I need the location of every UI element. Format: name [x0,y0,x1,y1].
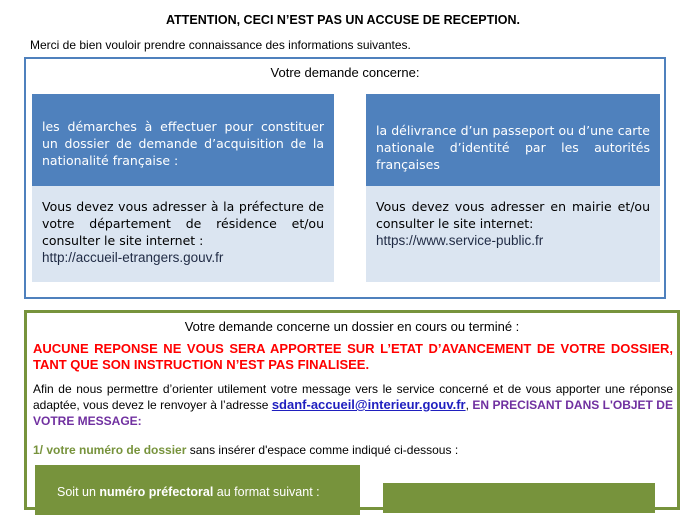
nationality-card-body-text: Vous devez vous adresser à la préfecture de votre département de résidence et/ou consulter le site internet : [42,199,324,248]
nationality-card-header [32,94,334,186]
nationality-card [32,94,334,282]
passport-card-body [366,186,660,282]
passport-card [366,94,660,282]
prefectoral-bold: numéro préfectoral [99,485,214,499]
contact-instructions-text: Afin de nous permettre d’orienter utilement votre message vers le service concerné et de vous apporter une réponse adaptée, vous devez le renvoyer à l’adresse [33,382,673,412]
no-status-warning: AUCUNE REPONSE NE VOUS SERA APPORTEE SUR L’ETAT D’AVANCEMENT DE VOTRE DOSSIER, TANT QUE SON INSTRUCTION N’EST PAS FINALISEE. [33,341,673,372]
request-type-heading: Votre demande concerne: [270,65,420,80]
contact-comma: , [465,398,469,412]
ongoing-request-box [24,310,680,510]
prefectoral-post: au format suivant : [213,485,320,499]
page-title: ATTENTION, CECI N’EST PAS UN ACCUSE DE RECEPTION. [166,13,520,27]
contact-instructions [33,381,673,429]
intro-text: Merci de bien vouloir prendre connaissance des informations suivantes. [30,38,411,52]
prefectoral-number-card [35,465,360,515]
step-1-label: 1/ votre numéro de dossier [33,443,187,457]
accueil-etrangers-link[interactable]: http://accueil-etrangers.gouv.fr [42,250,224,265]
ongoing-request-heading: Votre demande concerne un dossier en cours ou terminé : [184,319,520,334]
service-public-link[interactable]: https://www.service-public.fr [376,233,544,248]
passport-card-body-text: Vous devez vous adresser en mairie et/ou consulter le site internet: [376,199,650,231]
prefectoral-pre: Soit un [57,485,100,499]
other-number-card [383,483,655,513]
passport-card-header-text: la délivrance d’un passeport ou d’une carte nationale d’identité par les autorités françaises [376,123,650,172]
nationality-card-header-text: les démarches à effectuer pour constituer un dossier de demande d’acquisition de la nationalité française : [42,119,324,168]
subject-instruction: EN PRECISANT DANS L'OBJET DE VOTRE MESSAGE: [33,398,673,428]
step-1 [33,443,458,457]
step-1-text: sans insérer d'espace comme indiqué ci-dessous : [186,443,459,457]
prefectoral-number-text [57,485,320,499]
request-type-box [24,57,666,299]
nationality-card-body [32,186,334,282]
passport-card-header [366,94,660,186]
contact-email-link[interactable]: sdanf-accueil@interieur.gouv.fr [271,397,466,412]
